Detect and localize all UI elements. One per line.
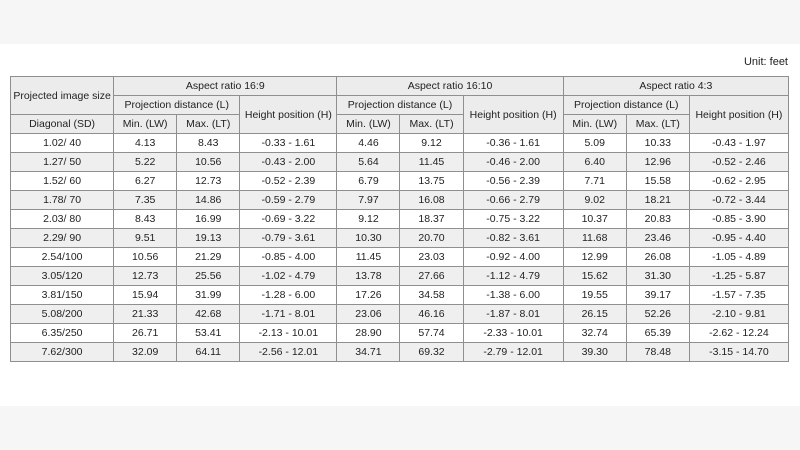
cell-max-16-9: 64.11 bbox=[177, 343, 240, 362]
cell-max-16-10: 46.16 bbox=[400, 305, 463, 324]
table-body bbox=[11, 134, 789, 362]
cell-height-4-3: -2.62 - 12.24 bbox=[689, 324, 788, 343]
header-min: Min. (LW) bbox=[114, 115, 177, 134]
header-max: Max. (LT) bbox=[626, 115, 689, 134]
cell-min-4-3: 7.71 bbox=[563, 172, 626, 191]
cell-min-16-10: 9.12 bbox=[337, 210, 400, 229]
header-projection-distance: Projection distance (L) bbox=[337, 96, 463, 115]
cell-min-16-10: 6.79 bbox=[337, 172, 400, 191]
header-aspect-4-3: Aspect ratio 4:3 bbox=[563, 77, 788, 96]
table-row bbox=[11, 286, 789, 305]
cell-height-4-3: -0.62 - 2.95 bbox=[689, 172, 788, 191]
cell-height-16-9: -0.33 - 1.61 bbox=[240, 134, 337, 153]
cell-diagonal: 5.08/200 bbox=[11, 305, 114, 324]
cell-height-16-9: -0.79 - 3.61 bbox=[240, 229, 337, 248]
cell-max-4-3: 26.08 bbox=[626, 248, 689, 267]
cell-height-16-9: -0.52 - 2.39 bbox=[240, 172, 337, 191]
cell-height-4-3: -0.72 - 3.44 bbox=[689, 191, 788, 210]
cell-max-16-10: 69.32 bbox=[400, 343, 463, 362]
cell-max-16-9: 16.99 bbox=[177, 210, 240, 229]
cell-height-16-10: -0.56 - 2.39 bbox=[463, 172, 563, 191]
cell-min-16-9: 7.35 bbox=[114, 191, 177, 210]
cell-height-4-3: -0.43 - 1.97 bbox=[689, 134, 788, 153]
header-aspect-16-10: Aspect ratio 16:10 bbox=[337, 77, 563, 96]
cell-max-4-3: 10.33 bbox=[626, 134, 689, 153]
cell-diagonal: 6.35/250 bbox=[11, 324, 114, 343]
cell-max-16-9: 31.99 bbox=[177, 286, 240, 305]
header-min: Min. (LW) bbox=[563, 115, 626, 134]
cell-height-16-10: -0.75 - 3.22 bbox=[463, 210, 563, 229]
cell-min-4-3: 32.74 bbox=[563, 324, 626, 343]
cell-max-16-9: 21.29 bbox=[177, 248, 240, 267]
cell-max-16-10: 13.75 bbox=[400, 172, 463, 191]
cell-height-16-9: -2.56 - 12.01 bbox=[240, 343, 337, 362]
cell-min-16-9: 10.56 bbox=[114, 248, 177, 267]
cell-max-16-10: 34.58 bbox=[400, 286, 463, 305]
header-max: Max. (LT) bbox=[400, 115, 463, 134]
table-row bbox=[11, 191, 789, 210]
cell-min-4-3: 19.55 bbox=[563, 286, 626, 305]
cell-min-16-9: 26.71 bbox=[114, 324, 177, 343]
header-projected-image-size: Projected image size bbox=[11, 77, 114, 115]
cell-height-16-10: -2.79 - 12.01 bbox=[463, 343, 563, 362]
cell-max-16-9: 8.43 bbox=[177, 134, 240, 153]
cell-max-16-9: 19.13 bbox=[177, 229, 240, 248]
header-height-position: Height position (H) bbox=[463, 96, 563, 134]
cell-max-16-10: 18.37 bbox=[400, 210, 463, 229]
cell-min-16-10: 5.64 bbox=[337, 153, 400, 172]
cell-height-16-10: -0.92 - 4.00 bbox=[463, 248, 563, 267]
cell-height-4-3: -0.52 - 2.46 bbox=[689, 153, 788, 172]
cell-min-4-3: 15.62 bbox=[563, 267, 626, 286]
cell-min-16-10: 7.97 bbox=[337, 191, 400, 210]
cell-min-16-10: 28.90 bbox=[337, 324, 400, 343]
table-row bbox=[11, 305, 789, 324]
cell-height-16-10: -1.12 - 4.79 bbox=[463, 267, 563, 286]
cell-height-4-3: -1.25 - 5.87 bbox=[689, 267, 788, 286]
header-height-position: Height position (H) bbox=[240, 96, 337, 134]
header-max: Max. (LT) bbox=[177, 115, 240, 134]
cell-height-4-3: -1.57 - 7.35 bbox=[689, 286, 788, 305]
cell-min-16-9: 8.43 bbox=[114, 210, 177, 229]
table-row bbox=[11, 324, 789, 343]
cell-min-16-10: 34.71 bbox=[337, 343, 400, 362]
cell-height-16-9: -0.69 - 3.22 bbox=[240, 210, 337, 229]
cell-height-4-3: -0.95 - 4.40 bbox=[689, 229, 788, 248]
cell-height-16-9: -2.13 - 10.01 bbox=[240, 324, 337, 343]
header-diagonal: Diagonal (SD) bbox=[11, 115, 114, 134]
cell-max-16-9: 12.73 bbox=[177, 172, 240, 191]
cell-max-16-9: 14.86 bbox=[177, 191, 240, 210]
cell-height-4-3: -0.85 - 3.90 bbox=[689, 210, 788, 229]
projection-spec-table bbox=[10, 76, 789, 362]
cell-max-4-3: 20.83 bbox=[626, 210, 689, 229]
cell-min-16-10: 23.06 bbox=[337, 305, 400, 324]
table-row bbox=[11, 172, 789, 191]
cell-max-16-9: 10.56 bbox=[177, 153, 240, 172]
cell-min-4-3: 12.99 bbox=[563, 248, 626, 267]
cell-diagonal: 3.81/150 bbox=[11, 286, 114, 305]
cell-min-16-9: 6.27 bbox=[114, 172, 177, 191]
cell-min-16-10: 11.45 bbox=[337, 248, 400, 267]
cell-max-4-3: 65.39 bbox=[626, 324, 689, 343]
cell-min-16-10: 10.30 bbox=[337, 229, 400, 248]
cell-height-16-9: -0.59 - 2.79 bbox=[240, 191, 337, 210]
cell-min-4-3: 6.40 bbox=[563, 153, 626, 172]
cell-min-4-3: 39.30 bbox=[563, 343, 626, 362]
header-min: Min. (LW) bbox=[337, 115, 400, 134]
cell-diagonal: 2.54/100 bbox=[11, 248, 114, 267]
cell-max-4-3: 78.48 bbox=[626, 343, 689, 362]
cell-min-16-9: 4.13 bbox=[114, 134, 177, 153]
cell-max-16-9: 53.41 bbox=[177, 324, 240, 343]
cell-height-4-3: -2.10 - 9.81 bbox=[689, 305, 788, 324]
table-row bbox=[11, 267, 789, 286]
header-height-position: Height position (H) bbox=[689, 96, 788, 134]
cell-height-16-10: -0.66 - 2.79 bbox=[463, 191, 563, 210]
table-row bbox=[11, 229, 789, 248]
cell-max-16-10: 16.08 bbox=[400, 191, 463, 210]
cell-diagonal: 1.27/ 50 bbox=[11, 153, 114, 172]
cell-diagonal: 1.02/ 40 bbox=[11, 134, 114, 153]
cell-height-4-3: -3.15 - 14.70 bbox=[689, 343, 788, 362]
cell-max-16-9: 25.56 bbox=[177, 267, 240, 286]
cell-min-16-9: 12.73 bbox=[114, 267, 177, 286]
cell-max-4-3: 18.21 bbox=[626, 191, 689, 210]
cell-diagonal: 3.05/120 bbox=[11, 267, 114, 286]
table-row bbox=[11, 134, 789, 153]
cell-max-16-10: 57.74 bbox=[400, 324, 463, 343]
cell-max-4-3: 39.17 bbox=[626, 286, 689, 305]
cell-height-16-10: -1.38 - 6.00 bbox=[463, 286, 563, 305]
table-row bbox=[11, 153, 789, 172]
cell-min-16-10: 17.26 bbox=[337, 286, 400, 305]
cell-height-16-10: -0.46 - 2.00 bbox=[463, 153, 563, 172]
cell-diagonal: 2.29/ 90 bbox=[11, 229, 114, 248]
cell-min-4-3: 9.02 bbox=[563, 191, 626, 210]
cell-max-16-10: 9.12 bbox=[400, 134, 463, 153]
cell-diagonal: 2.03/ 80 bbox=[11, 210, 114, 229]
cell-min-16-9: 32.09 bbox=[114, 343, 177, 362]
cell-max-4-3: 52.26 bbox=[626, 305, 689, 324]
cell-max-16-10: 27.66 bbox=[400, 267, 463, 286]
header-projection-distance: Projection distance (L) bbox=[563, 96, 689, 115]
cell-diagonal: 1.52/ 60 bbox=[11, 172, 114, 191]
cell-height-16-10: -0.36 - 1.61 bbox=[463, 134, 563, 153]
unit-label: Unit: feet bbox=[743, 56, 788, 68]
cell-min-16-9: 21.33 bbox=[114, 305, 177, 324]
cell-min-4-3: 10.37 bbox=[563, 210, 626, 229]
cell-height-16-10: -2.33 - 10.01 bbox=[463, 324, 563, 343]
cell-height-16-10: -0.82 - 3.61 bbox=[463, 229, 563, 248]
cell-max-16-9: 42.68 bbox=[177, 305, 240, 324]
cell-min-4-3: 5.09 bbox=[563, 134, 626, 153]
cell-max-16-10: 23.03 bbox=[400, 248, 463, 267]
cell-min-4-3: 26.15 bbox=[563, 305, 626, 324]
cell-max-16-10: 20.70 bbox=[400, 229, 463, 248]
cell-height-16-9: -1.28 - 6.00 bbox=[240, 286, 337, 305]
cell-min-16-10: 13.78 bbox=[337, 267, 400, 286]
table-row bbox=[11, 210, 789, 229]
cell-min-4-3: 11.68 bbox=[563, 229, 626, 248]
document-page bbox=[0, 44, 800, 406]
cell-min-16-9: 9.51 bbox=[114, 229, 177, 248]
cell-min-16-9: 15.94 bbox=[114, 286, 177, 305]
table-row bbox=[11, 343, 789, 362]
cell-height-16-9: -1.71 - 8.01 bbox=[240, 305, 337, 324]
cell-max-16-10: 11.45 bbox=[400, 153, 463, 172]
cell-min-16-10: 4.46 bbox=[337, 134, 400, 153]
cell-height-16-10: -1.87 - 8.01 bbox=[463, 305, 563, 324]
cell-max-4-3: 15.58 bbox=[626, 172, 689, 191]
cell-height-4-3: -1.05 - 4.89 bbox=[689, 248, 788, 267]
cell-diagonal: 1.78/ 70 bbox=[11, 191, 114, 210]
cell-height-16-9: -0.85 - 4.00 bbox=[240, 248, 337, 267]
cell-max-4-3: 12.96 bbox=[626, 153, 689, 172]
cell-height-16-9: -1.02 - 4.79 bbox=[240, 267, 337, 286]
header-aspect-16-9: Aspect ratio 16:9 bbox=[114, 77, 337, 96]
header-projection-distance: Projection distance (L) bbox=[114, 96, 240, 115]
cell-max-4-3: 31.30 bbox=[626, 267, 689, 286]
cell-min-16-9: 5.22 bbox=[114, 153, 177, 172]
cell-max-4-3: 23.46 bbox=[626, 229, 689, 248]
cell-height-16-9: -0.43 - 2.00 bbox=[240, 153, 337, 172]
cell-diagonal: 7.62/300 bbox=[11, 343, 114, 362]
table-row bbox=[11, 248, 789, 267]
